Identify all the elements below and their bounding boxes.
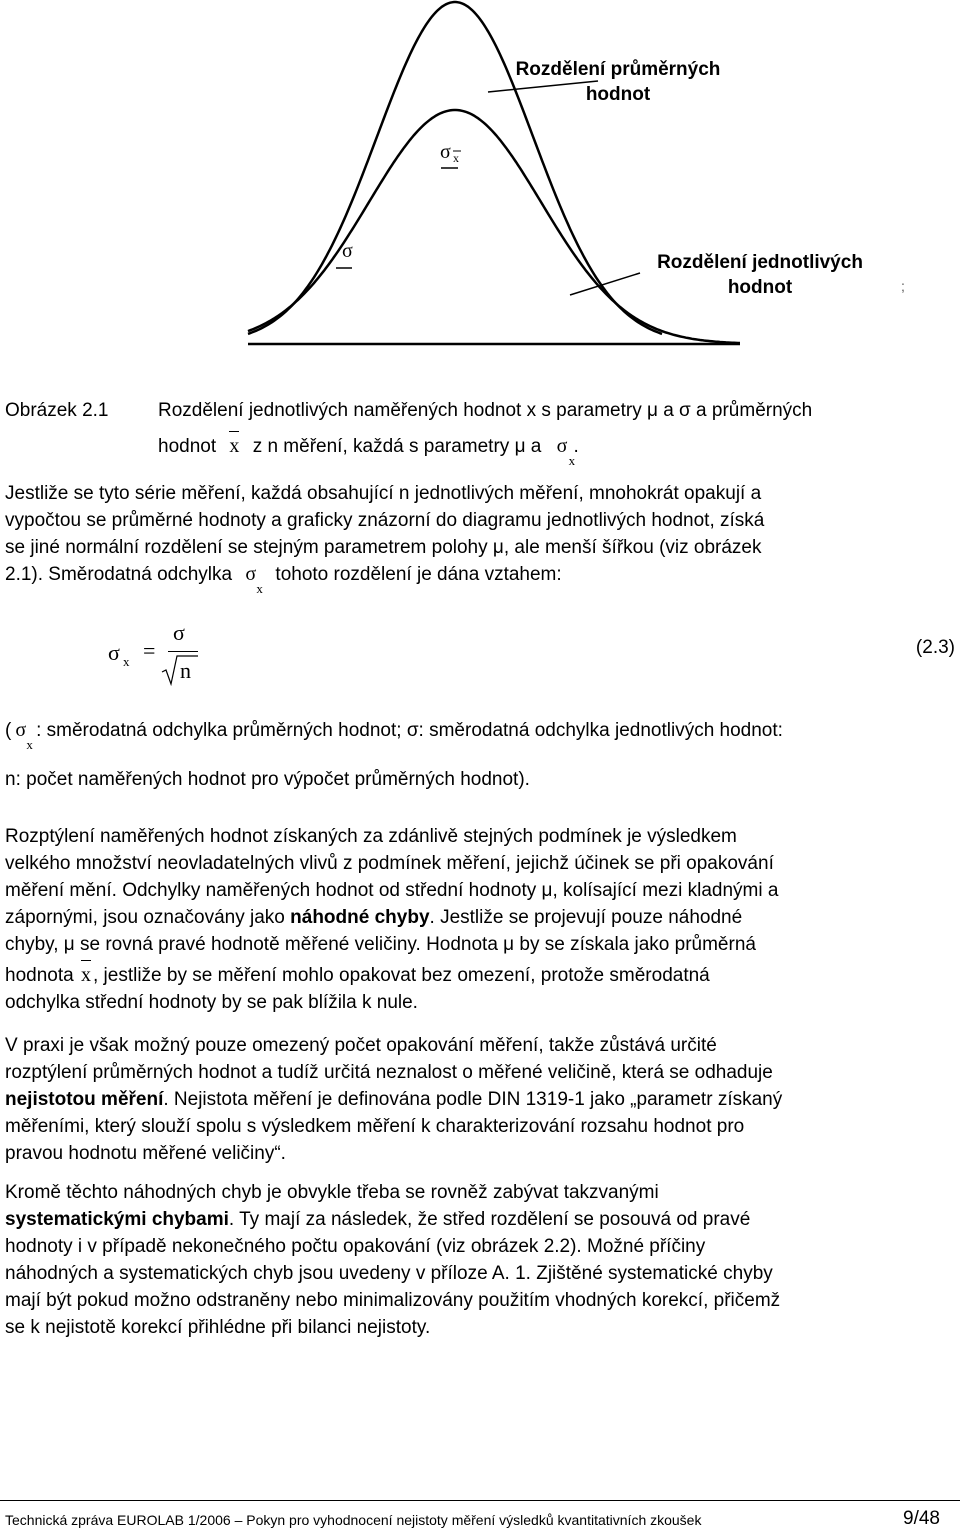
equation-2-3: [108, 618, 960, 688]
sigma-xbar-sub: x: [453, 151, 459, 165]
text-line: hodnota x , jestliže by se měření mohlo opakovat bez omezení, protože směrodatná: [5, 962, 957, 989]
equation-number: (2.3): [915, 637, 955, 658]
text-line: rozptýlení průměrných hodnot a tudíž určitá neznalost o měřené veličině, která se odhaduje: [5, 1062, 773, 1083]
equation-equals: =: [143, 638, 156, 663]
x-bar-symbol: x: [229, 433, 239, 460]
sigma-xbar-symbol: σ x: [245, 563, 263, 596]
text-line: Jestliže se tyto série měření, každá obsahující n jednotlivých měření, mnohokrát opakují a: [5, 483, 762, 504]
distribution-figure: [0, 0, 960, 360]
text-line: Rozptýlení naměřených hodnot získaných za zdánlivě stejných podmínek je výsledkem: [5, 826, 737, 847]
stray-mark: ;: [901, 278, 905, 294]
text-line: V praxi je však možný pouze omezený počet opakování měření, takže zůstává určité: [5, 1035, 717, 1056]
text-line: zápornými, jsou označovány jako náhodné chyby. Jestliže se projevují pouze náhodné: [5, 907, 743, 928]
text-line: mají být pokud možno odstraněny nebo minimalizovány použitím vhodných korekcí, přičemž: [5, 1290, 781, 1311]
equation-lhs: σ: [108, 640, 120, 665]
text-line: pravou hodnotu měřené veličiny“.: [5, 1143, 286, 1164]
text-line: chyby, μ se rovná pravé hodnotě měřené veličiny. Hodnota μ by se získala jako průměrná: [5, 934, 756, 955]
paragraph-2: [5, 823, 957, 1016]
equation-denominator: n: [180, 658, 191, 683]
sigma-xbar-symbol: σ x: [556, 435, 576, 468]
page-number: 9/48: [903, 1508, 940, 1529]
sigma-xbar-label: σ: [440, 141, 451, 163]
term-systematic-errors: systematickými chybami: [5, 1209, 229, 1230]
caption-line-2: [158, 433, 579, 468]
text-line: se jiné normální rozdělení se stejným parametrem polohy μ, ale menší šířkou (viz obrázek: [5, 537, 762, 558]
label-averages-distribution: Rozdělení průměrných hodnot: [515, 59, 721, 105]
text-line: nejistotou měření. Nejistota měření je definována podle DIN 1319-1 jako „parametr získaný: [5, 1089, 783, 1110]
individual-distribution-curve: [248, 110, 740, 343]
caption-text: z n měření, každá s parametry μ a: [252, 436, 542, 457]
label-individual-distribution: Rozdělení jednotlivých hodnot: [657, 252, 863, 298]
caption-number: Obrázek 2.1: [5, 400, 109, 421]
sigma-xbar-symbol: σ x: [15, 719, 33, 752]
x-bar-symbol: x: [81, 962, 91, 989]
text-line: Kromě těchto náhodných chyb je obvykle třeba se rovněž zabývat takzvanými: [5, 1182, 659, 1203]
footer-title: Technická zpráva EUROLAB 1/2006 – Pokyn pro vyhodnocení nejistoty měření výsledků kvantitativních zkoušek: [5, 1512, 702, 1528]
paragraph-1: [5, 480, 957, 596]
text-line: náhodných a systematických chyb jsou uvedeny v příloze A. 1. Zjištěné systematické chyby: [5, 1263, 773, 1284]
text-line: 2.1). Směrodatná odchylka σ x tohoto rozdělení je dána vztahem:: [5, 563, 562, 596]
equation-numerator: σ: [173, 620, 185, 645]
text-line: vypočtou se průměrné hodnoty a graficky znázorní do diagramu jednotlivých hodnot, získá: [5, 510, 765, 531]
term-measurement-uncertainty: nejistotou měření: [5, 1089, 164, 1110]
fraction-bar: [168, 651, 198, 652]
text-line: velkého množství neovladatelných vlivů z podmínek měření, jejichž účinek se při opakování: [5, 853, 774, 874]
text-line: se k nejistotě korekcí přihlédne při bilanci nejistoty.: [5, 1317, 431, 1338]
sigma-label: σ: [342, 240, 353, 262]
text-line: odchylka střední hodnoty by se pak blížila k nule.: [5, 992, 418, 1013]
text-line: měřeními, který slouží spolu s výsledkem měření k charakterizování rozsahu hodnot pro: [5, 1116, 745, 1137]
paragraph-4: [5, 1179, 957, 1341]
symbol-legend: [5, 717, 957, 793]
text-line: n: počet naměřených hodnot pro výpočet průměrných hodnot).: [5, 769, 530, 790]
footer-rule: [0, 1500, 960, 1501]
text-line: systematickými chybami. Ty mají za následek, že střed rozdělení se posouvá od pravé: [5, 1209, 751, 1230]
caption-period: .: [573, 436, 579, 457]
equation-lhs-sub: x: [123, 654, 130, 669]
text-line: hodnoty i v případě nekonečného počtu opakování (viz obrázek 2.2). Možné příčiny: [5, 1236, 706, 1257]
caption-line-1: Rozdělení jednotlivých naměřených hodnot x s parametry μ a σ a průměrných: [158, 400, 813, 421]
paragraph-3: [5, 1032, 957, 1167]
text-line: měření mění. Odchylky naměřených hodnot od střední hodnoty μ, kolísající mezi kladnými a: [5, 880, 779, 901]
caption-text: hodnot: [158, 436, 217, 457]
term-random-errors: náhodné chyby: [290, 907, 430, 928]
text-line: ( σ x : směrodatná odchylka průměrných hodnot; σ: směrodatná odchylka jednotlivých hodnot:: [5, 719, 783, 752]
